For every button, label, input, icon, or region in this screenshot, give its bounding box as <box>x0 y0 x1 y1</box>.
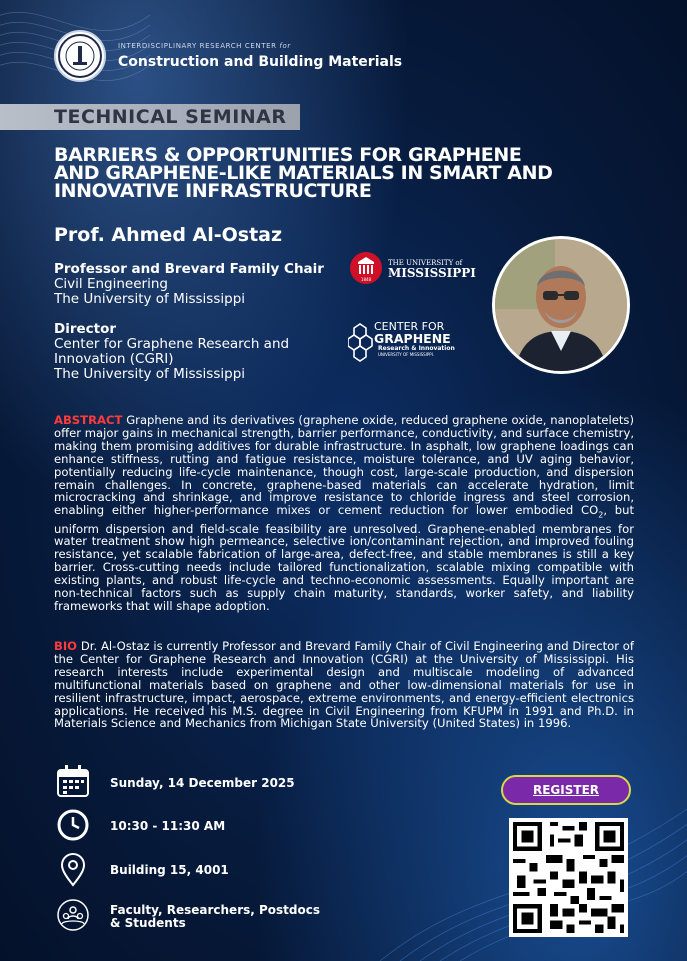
svg-text:UNIVERSITY OF MISSISSIPPI.: UNIVERSITY OF MISSISSIPPI. <box>378 352 435 357</box>
svg-text:1848: 1848 <box>360 277 372 282</box>
university-of-mississippi-logo <box>350 250 480 290</box>
registration-qr-code[interactable] <box>509 818 628 937</box>
audience-group-icon <box>56 898 90 932</box>
speaker-name: Prof. Ahmed Al-Ostaz <box>54 224 283 246</box>
speaker-role-chair: Professor and Brevard Family Chair Civil Engineering The University of Mississippi <box>54 261 324 307</box>
speaker-role-director: Director Center for Graphene Research and Innovation (CGRI) The University of Mississippi <box>54 321 290 382</box>
event-location: Building 15, 4001 <box>56 852 90 892</box>
svg-text:GRAPHENE: GRAPHENE <box>374 331 451 346</box>
location-pin-icon <box>56 852 90 888</box>
seminar-title: BARRIERS & OPPORTUNITIES FOR GRAPHENE AND GRAPHENE-LIKE MATERIALS IN SMART AND INNOVATIVE INFRASTRUCTURE <box>54 144 553 202</box>
clock-icon <box>56 808 90 842</box>
svg-text:CENTER FOR: CENTER FOR <box>374 320 445 333</box>
center-name-line2: Construction and Building Materials <box>118 54 403 70</box>
seminar-banner <box>0 104 300 130</box>
svg-text:Research & Innovation: Research & Innovation <box>378 345 455 352</box>
calendar-icon <box>56 764 90 798</box>
event-date: Sunday, 14 December 2025 <box>56 764 90 802</box>
cgri-logo <box>348 318 478 362</box>
abstract-paragraph: ABSTRACT Graphene and its derivatives (graphene oxide, reduced graphene oxide, nanoplatelets) offer major gains in mechanical strength, barrier performance, conductivity, and surface chemistry, making them promising additives for durable infrastructure. In asphalt, low graphene loadings can enhance stiffness, rutting and fatigue resistance, moisture tolerance, and UV aging behavior, potentially reducing life-cycle maintenance, though cost, large-scale production, and dispersion remain challenges. In concrete, graphene-based materials can accelerate hydration, limit microcracking and shrinkage, and improve resistance to chloride ingress and steel corrosion, enabling either higher-performance mixes or cement reduction for lower embodied $CO_2$, but uniform dispersion and field-scale feasibility are unresolved. Graphene-enabled membranes for water treatment show high permeance, selective ion/contaminant rejection, and improved fouling resistance, yet scalable fabrication of large-area, defect-free, and stable membranes is still a key barrier. Cross-cutting needs include tailored functionalization, scalable mixing compatible with existing plants, and robust life-cycle and techno-economic assessments. Equally important are non-technical factors such as supply chain maturity, standards, worker safety, and liability frameworks that will shape adoption. <box>54 413 634 613</box>
register-button[interactable]: REGISTER <box>501 775 631 805</box>
seminar-label: TECHNICAL SEMINAR <box>54 106 287 128</box>
event-audience: Faculty, Researchers, Postdocs & Students <box>56 898 90 936</box>
svg-text:MISSISSIPPI: MISSISSIPPI <box>388 266 476 280</box>
speaker-photo <box>492 236 630 374</box>
bio-paragraph: BIO Dr. Al-Ostaz is currently Professor and Brevard Family Chair of Civil Engineering and Director of the Center for Graphene Research and Innovation (CGRI) at the University of Mississippi. His research interests include experimental design and multiscale modeling of advanced multifunctional materials based on graphene and other low-dimensional materials for use in resilient infrastructure, impact, aerospace, extreme environments, and energy-efficient electronics applications. He received his M.S. degree in Civil Engineering from KFUPM in 1991 and Ph.D. in Materials Science and Mechanics from Michigan State University (United States) in 1996. <box>54 639 634 731</box>
kfupm-logo <box>54 30 106 82</box>
abstract-label: ABSTRACT <box>54 413 123 427</box>
bio-label: BIO <box>54 639 78 653</box>
svg-text:THE UNIVERSITY of: THE UNIVERSITY of <box>388 259 463 267</box>
event-time: 10:30 - 11:30 AM <box>56 808 90 846</box>
center-name-line1: INTERDISCIPLINARY RESEARCH CENTER for <box>118 42 291 50</box>
